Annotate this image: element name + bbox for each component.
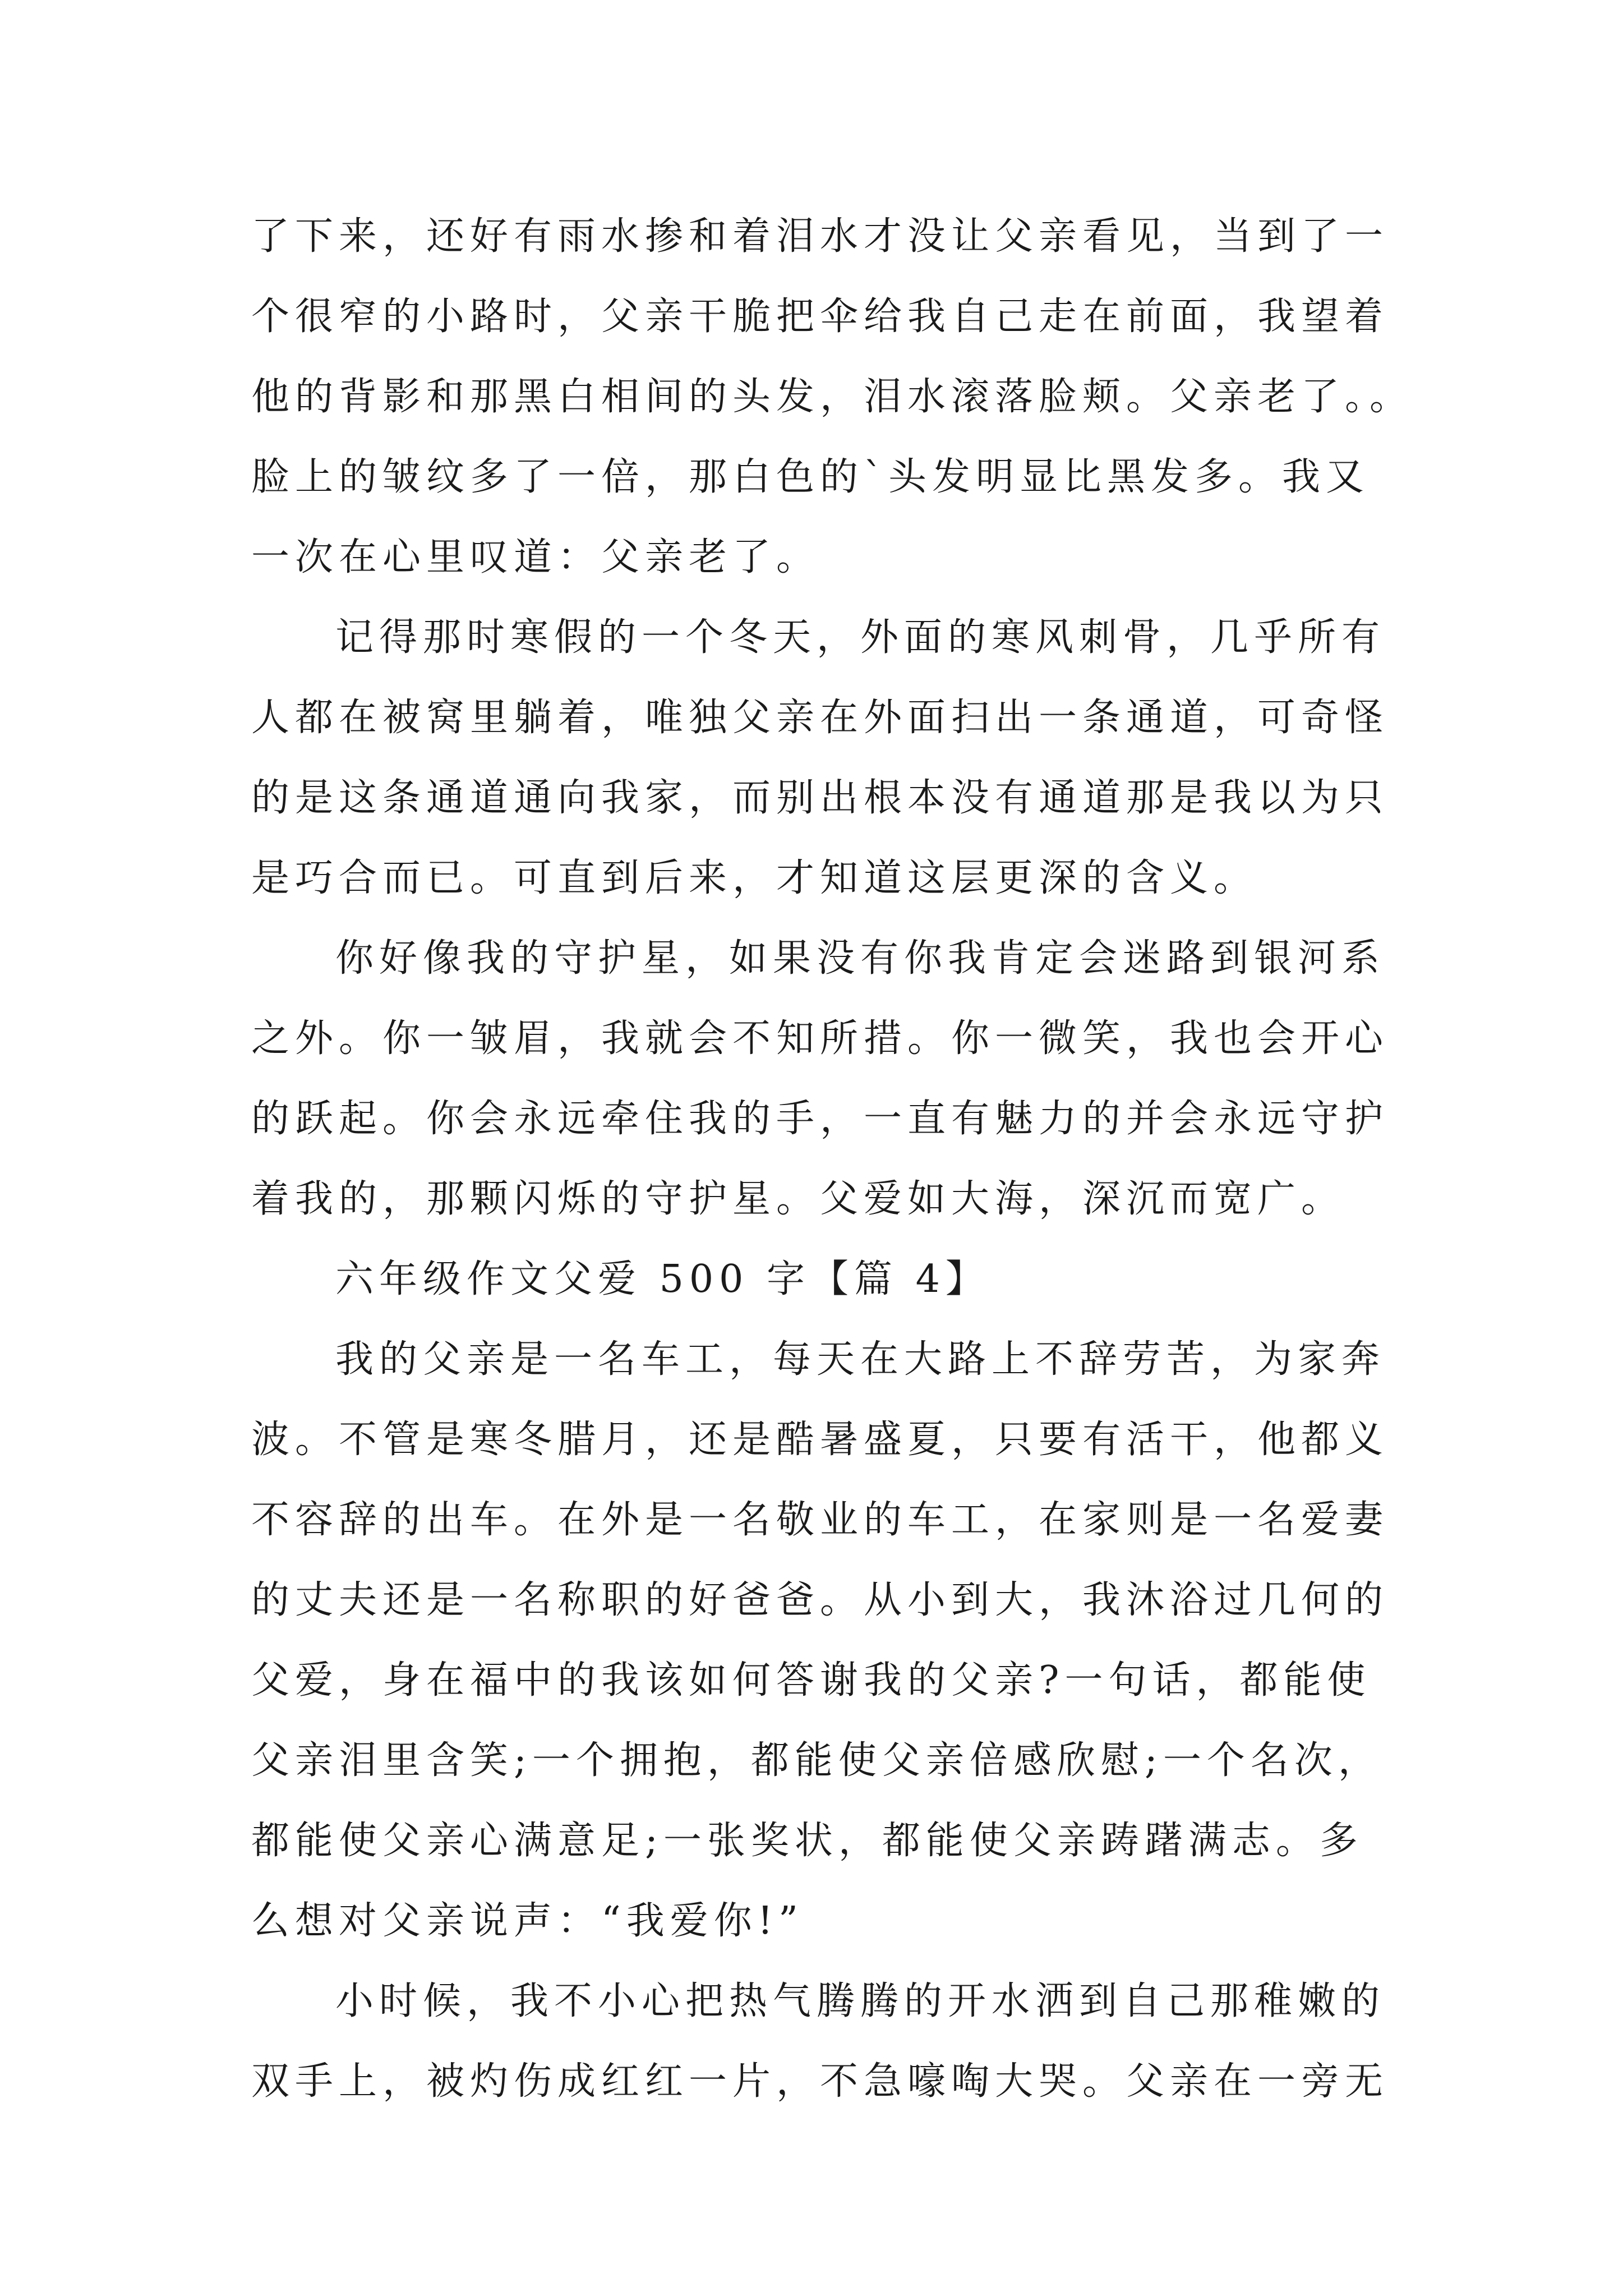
paragraph-start-line: 你好像我的守护星，如果没有你我肯定会迷路到银河系 <box>335 936 1386 981</box>
text-line: 人都在被窝里躺着，唯独父亲在外面扫出一条通道，可奇怪 <box>251 696 1389 740</box>
text-line: 不容辞的出车。在外是一名敬业的车工，在家则是一名爱妻 <box>251 1498 1389 1542</box>
text-line: 父爱，身在福中的我该如何答谢我的父亲?一句话，都能使 <box>251 1658 1371 1703</box>
text-line: 父亲泪里含笑;一个拥抱，都能使父亲倍感欣慰;一个名次， <box>251 1738 1382 1783</box>
text-line: 么想对父亲说声：“我爱你!” <box>251 1899 804 1943</box>
section-heading: 六年级作文父爱 500 字【篇 4】 <box>335 1257 989 1301</box>
body-text <box>251 196 1414 2122</box>
text-line: 一次在心里叹道：父亲老了。 <box>251 535 820 579</box>
text-line: 的是这条通道通向我家，而别出根本没有通道那是我以为只 <box>251 776 1389 820</box>
text-line: 双手上，被灼伤成红红一片，不急嚎啕大哭。父亲在一旁无 <box>251 2059 1389 2104</box>
text-line: 波。不管是寒冬腊月，还是酷暑盛夏，只要有活干，他都义 <box>251 1418 1389 1462</box>
text-line: 之外。你一皱眉，我就会不知所措。你一微笑，我也会开心 <box>251 1016 1389 1061</box>
text-line: 的跃起。你会永远牵住我的手，一直有魅力的并会永远守护 <box>251 1097 1389 1141</box>
text-line: 着我的，那颗闪烁的守护星。父爱如大海，深沉而宽广。 <box>251 1177 1345 1221</box>
text-line: 的丈夫还是一名称职的好爸爸。从小到大，我沐浴过几何的 <box>251 1578 1389 1622</box>
paragraph-start-line: 小时候，我不小心把热气腾腾的开水洒到自己那稚嫩的 <box>335 1979 1386 2023</box>
text-line: 了下来，还好有雨水掺和着泪水才没让父亲看见，当到了一 <box>251 214 1389 259</box>
text-line: 他的背影和那黑白相间的头发，泪水滚落脸颊。父亲老了。。 <box>251 375 1414 419</box>
paragraph-start-line: 我的父亲是一名车工，每天在大路上不辞劳苦，为家奔 <box>335 1337 1386 1382</box>
text-line: 脸上的皱纹多了一倍，那白色的`头发明显比黑发多。我又 <box>251 455 1370 499</box>
text-line: 是巧合而已。可直到后来，才知道这层更深的含义。 <box>251 856 1258 900</box>
text-line: 都能使父亲心满意足;一张奖状，都能使父亲踌躇满志。多 <box>251 1819 1363 1863</box>
text-line: 个很窄的小路时，父亲干脆把伞给我自己走在前面，我望着 <box>251 295 1389 339</box>
paragraph-start-line: 记得那时寒假的一个冬天，外面的寒风刺骨，几乎所有 <box>335 615 1386 660</box>
